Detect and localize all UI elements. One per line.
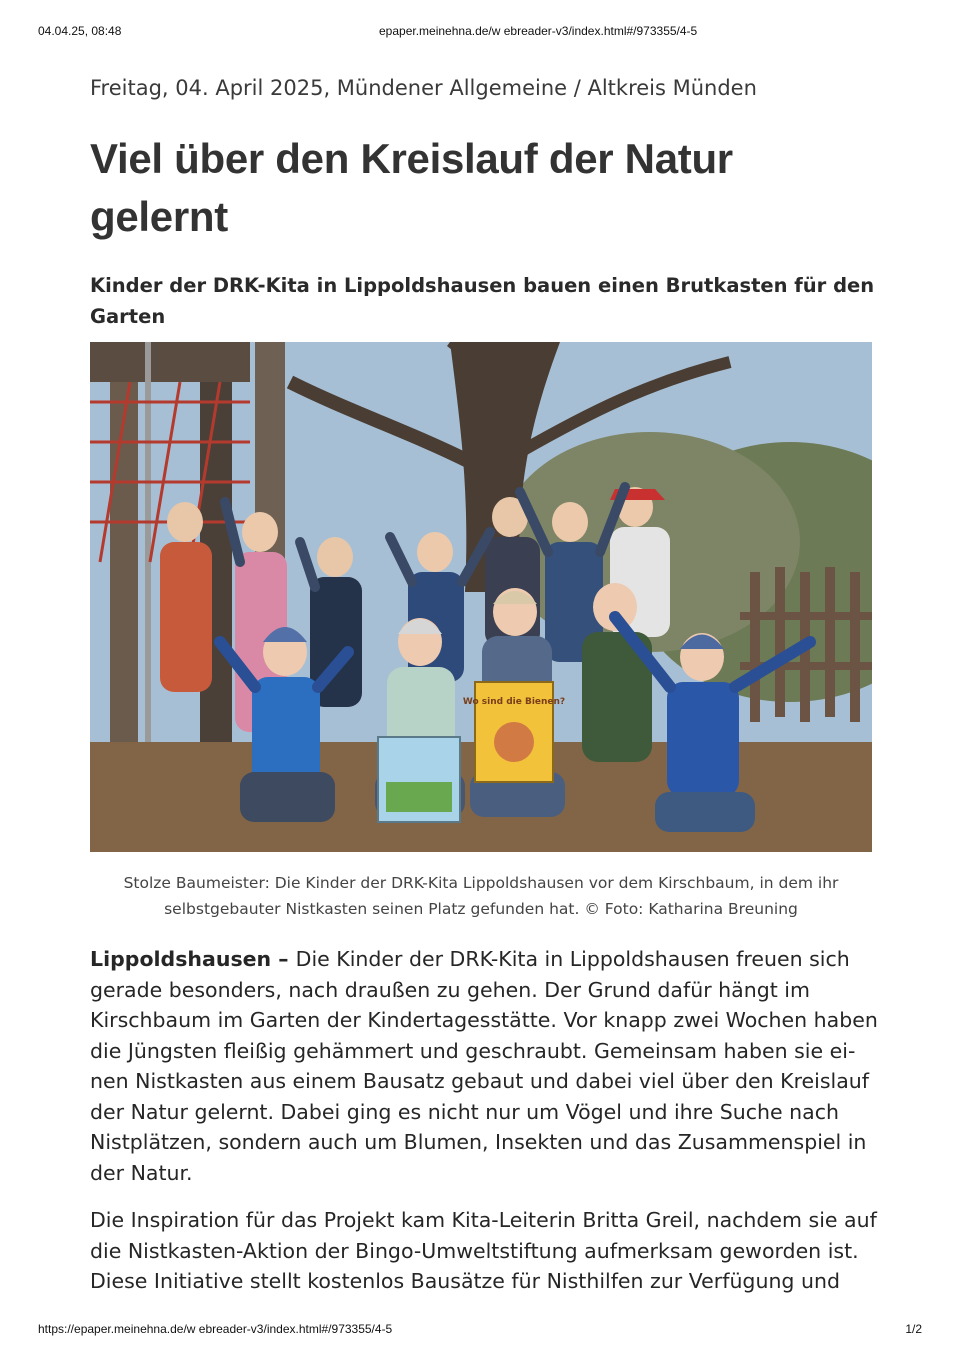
caption-line-1: Stolze Baumeister: Die Kinder der DRK-Kita Lippoldshausen vor dem Kirschbaum, in dem ihr bbox=[123, 874, 839, 892]
subheadline-line-1: Kinder der DRK-Kita in Lippoldshausen bauen einen Brutkasten für den bbox=[90, 274, 875, 297]
paragraph-1-line: Die Kinder der DRK-Kita in Lippoldshausen freuen sich bbox=[295, 947, 850, 971]
paragraph-1 bbox=[90, 944, 880, 1188]
print-datetime: 04.04.25, 08:48 bbox=[38, 24, 122, 38]
paragraph-2-line: Diese Initiative stellt kostenlos Bausätze für Nisthilfen zur Verfügung und bbox=[90, 1269, 840, 1293]
paragraph-1-line: Kirschbaum im Garten der Kindertagesstätte. Vor knapp zwei Wochen haben bbox=[90, 1008, 878, 1032]
paragraph-2-line: Die Inspiration für das Projekt kam Kita-Leiterin Britta Greil, nachdem sie auf bbox=[90, 1208, 877, 1232]
photo-book-1 bbox=[463, 682, 565, 782]
paragraph-1-line: nen Nistkasten aus einem Bausatz gebaut und dabei viel über den Kreislauf bbox=[90, 1069, 869, 1093]
footer-url[interactable]: https://epaper.meinehna.de/w ebreader-v3/index.html#/973355/4-5 bbox=[38, 1322, 393, 1336]
photo-book-2 bbox=[378, 737, 460, 822]
headline bbox=[90, 130, 850, 246]
subheadline-line-2: Garten bbox=[90, 305, 166, 328]
paragraph-2 bbox=[90, 1205, 880, 1297]
page-number: 1/2 bbox=[905, 1322, 922, 1336]
headline-line-1: Viel über den Kreislauf der Natur bbox=[90, 135, 733, 182]
photo-caption bbox=[90, 870, 872, 922]
article-photo[interactable] bbox=[90, 342, 872, 852]
photo-book-1-title: Wo sind die Bienen? bbox=[462, 697, 566, 707]
subheadline bbox=[90, 270, 880, 332]
paragraph-1-line: der Natur. bbox=[90, 1160, 193, 1185]
print-url[interactable]: epaper.meinehna.de/w ebreader-v3/index.html#/973355/4-5 bbox=[379, 24, 698, 38]
caption-line-2: selbstgebauter Nistkasten seinen Platz gefunden hat. © Foto: Katharina Breuning bbox=[164, 900, 798, 918]
headline-line-2: gelernt bbox=[90, 193, 228, 240]
paragraph-1-line: Nistplätzen, sondern auch um Blumen, Insekten und das Zusammenspiel in bbox=[90, 1130, 867, 1154]
photo-illustration bbox=[90, 342, 872, 852]
dateline: Freitag, 04. April 2025, Mündener Allgemeine / Altkreis Münden bbox=[90, 76, 757, 100]
paragraph-1-line: gerade besonders, nach draußen zu gehen. Der Grund dafür hängt im bbox=[90, 977, 810, 1002]
paragraph-2-line: die Nistkasten-Aktion der Bingo-Umweltstiftung aufmerksam geworden ist. bbox=[90, 1238, 859, 1263]
paragraph-1-lead: Lippoldshausen – bbox=[90, 947, 296, 971]
paragraph-1-line: der Natur gelernt. Dabei ging es nicht nur um Vögel und ihre Suche nach bbox=[90, 1099, 839, 1124]
paragraph-1-line: die Jüngsten fleißig gehämmert und geschraubt. Gemeinsam haben sie ei- bbox=[90, 1038, 856, 1063]
article-body bbox=[90, 944, 880, 1314]
